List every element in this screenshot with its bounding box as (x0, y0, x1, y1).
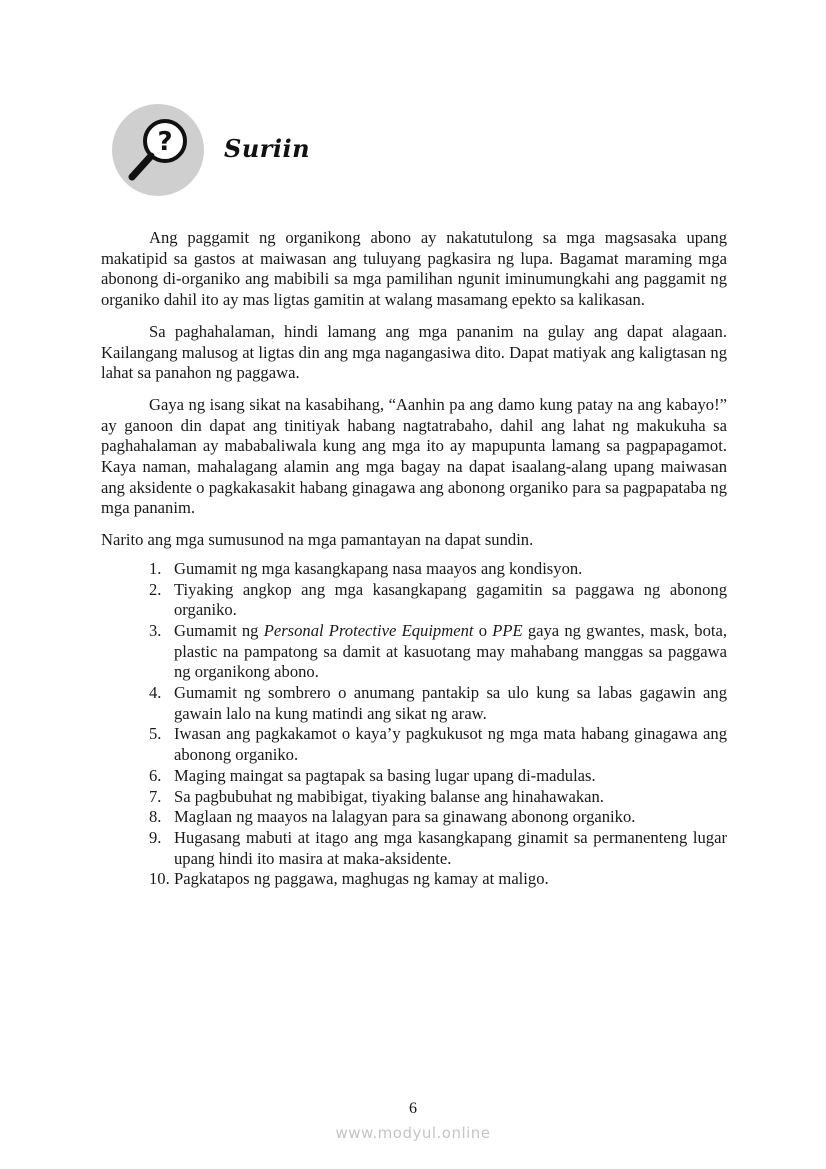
section-header (112, 104, 512, 196)
watermark: www.modyul.online (335, 1124, 491, 1142)
paragraph: Gaya ng isang sikat na kasabihang, “Aanhin pa ang damo kung patay na ang kabayo!” ay ganoon din dapat ang tinitiyak habang nagtatrabaho, dahil ang lahat ng makukuha sa paghahalaman ay mababaliwala kung ang mga ito ay mapupunta lamang sa pagpapagamot. Kaya naman, mahalagang alamin ang mga bagay na dapat isaalang-alang upang maiwasan ang aksidente o pagkakasakit habang ginagawa ang abonong organiko para sa pagpapataba ng mga pananim. (101, 394, 727, 518)
document-body (101, 228, 727, 890)
list-item: 2. Tiyaking angkop ang mga kasangkapang gagamitin sa paggawa ng abonong organiko. (149, 579, 727, 620)
list-item: 10. Pagkatapos ng paggawa, maghugas ng kamay at maligo. (149, 869, 549, 889)
list-intro: Narito ang mga sumusunod na mga pamantayan na dapat sundin. (101, 530, 534, 550)
safety-guidelines-list (101, 559, 727, 890)
list-item: 9. Hugasang mabuti at itago ang mga kasangkapang ginamit sa permanenteng lugar upang hindi ito masira at maka-aksidente. (149, 827, 727, 868)
page-number: 6 (409, 1100, 417, 1117)
list-item: 5. Iwasan ang pagkakamot o kaya’y pagkukusot ng mga mata habang ginagawa ang abonong organiko. (149, 724, 727, 765)
paragraph: Sa paghahalaman, hindi lamang ang mga pananim na gulay ang dapat alagaan. Kailangang malusog at ligtas din ang mga nagangasiwa dito. Dapat matiyak ang kaligtasan ng lahat sa panahon ng paggawa. (101, 321, 727, 383)
list-item: 1. Gumamit ng mga kasangkapang nasa maayos ang kondisyon. (149, 558, 583, 578)
paragraph: Ang paggamit ng organikong abono ay nakatutulong sa mga magsasaka upang makatipid sa gastos at maiwasan ang tuluyang pagkasira ng lupa. Bagamat maraming mga abonong di-organiko ang mabibili sa mga pamilihan ngunit iminumungkahi ang paggamit ng organiko dahil ito ay mas ligtas gamitin at walang masamang epekto sa kalikasan. (101, 228, 727, 310)
list-item: 7. Sa pagbubuhat ng mabibigat, tiyaking balanse ang hinahawakan. (149, 786, 604, 806)
section-title: Suriin (224, 134, 311, 163)
list-item: 6. Maging maingat sa pagtapak sa basing lugar upang di-madulas. (149, 765, 596, 785)
list-item: 8. Maglaan ng maayos na lalagyan para sa ginawang abonong organiko. (149, 807, 636, 827)
svg-text:?: ? (157, 127, 173, 157)
list-item: 3. Gumamit ng Personal Protective Equipment o PPE gaya ng gwantes, mask, bota, plastic na pampatong sa damit at kasuotang may mahabang manggas sa paggawa ng organikong abono. (149, 620, 727, 682)
magnifier-question-icon (112, 104, 204, 196)
list-item: 4. Gumamit ng sombrero o anumang pantakip sa ulo kung sa labas gagawin ang gawain lalo na kung matindi ang sikat ng araw. (149, 683, 727, 723)
